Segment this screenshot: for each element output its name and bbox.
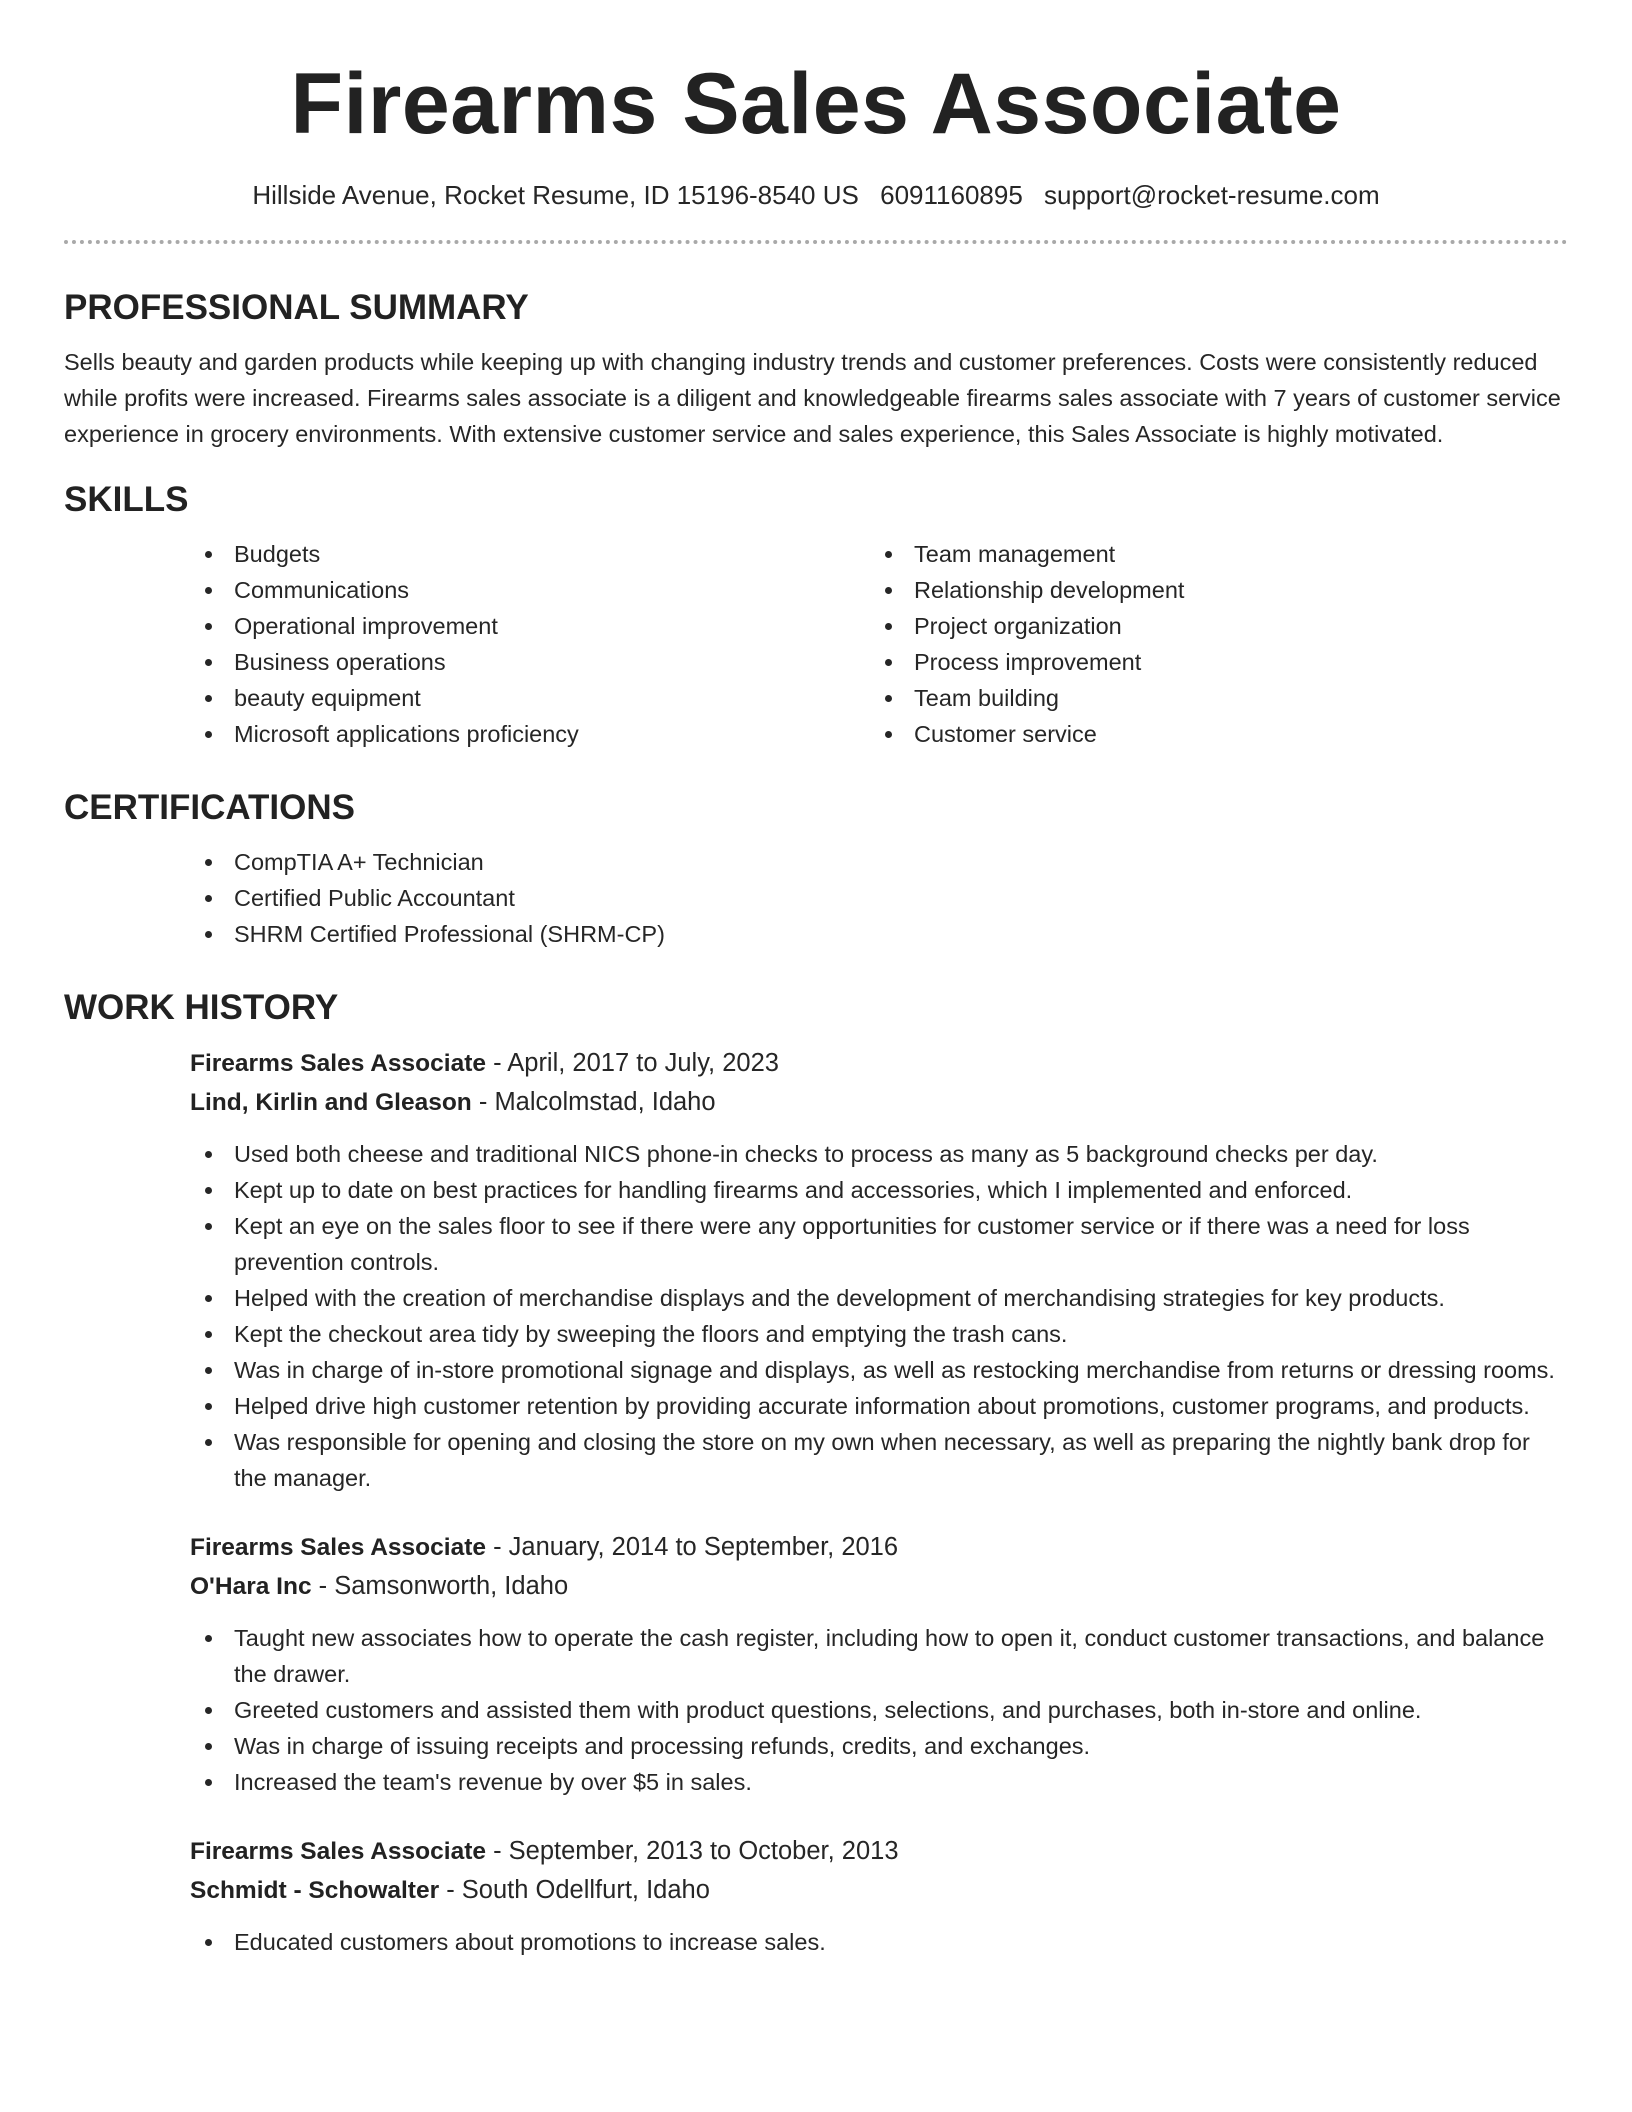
job-location: - Samsonworth, Idaho <box>311 1572 569 1600</box>
skills-grid <box>190 536 1568 752</box>
certifications-list <box>190 844 1568 952</box>
skill-item: Communications <box>190 572 870 608</box>
job-title-line <box>190 1832 1568 1871</box>
resume-page <box>64 0 1568 1960</box>
job-bullet: Helped drive high customer retention by providing accurate information about promotions, customer programs, and products. <box>190 1388 1568 1424</box>
job-entry <box>190 1528 1568 1800</box>
job-company: Lind, Kirlin and Gleason <box>190 1089 472 1116</box>
job-bullet: Educated customers about promotions to increase sales. <box>190 1924 1568 1960</box>
job-role: Firearms Sales Associate <box>190 1838 486 1865</box>
skill-item: Customer service <box>870 716 1550 752</box>
job-dates: - September, 2013 to October, 2013 <box>486 1837 899 1865</box>
job-company-line <box>190 1871 1568 1910</box>
contact-email: support@rocket-resume.com <box>1044 180 1380 210</box>
job-entry <box>190 1832 1568 1960</box>
header-divider <box>64 240 1568 244</box>
job-title-line <box>190 1528 1568 1567</box>
skill-item: Project organization <box>870 608 1550 644</box>
job-dates: - January, 2014 to September, 2016 <box>486 1533 899 1561</box>
summary-title: PROFESSIONAL SUMMARY <box>64 288 529 327</box>
job-bullet: Used both cheese and traditional NICS phone-in checks to process as many as 5 background checks per day. <box>190 1136 1568 1172</box>
job-bullet: Kept the checkout area tidy by sweeping the floors and emptying the trash cans. <box>190 1316 1568 1352</box>
job-company: Schmidt - Schowalter <box>190 1877 440 1904</box>
skill-item: Business operations <box>190 644 870 680</box>
job-role: Firearms Sales Associate <box>190 1534 486 1561</box>
work-history-title: WORK HISTORY <box>64 988 339 1027</box>
certification-item: SHRM Certified Professional (SHRM-CP) <box>190 916 1568 952</box>
job-location: - Malcolmstad, Idaho <box>471 1088 716 1116</box>
contact-address: Hillside Avenue, Rocket Resume, ID 15196-8540 US <box>252 180 859 210</box>
summary-text: Sells beauty and garden products while keeping up with changing industry trends and customer preferences. Costs were consistently reduced while profits were increased. Firearms sales associate is a diligent and knowledgeable firearms sales associate with 7 years of customer service experience in grocery environments. With extensive customer service and sales experience, this Sales Associate is highly motivated. <box>64 349 1561 447</box>
resume-name: Firearms Sales Associate <box>290 56 1342 152</box>
job-bullets <box>190 1136 1568 1496</box>
certifications-title: CERTIFICATIONS <box>64 788 356 827</box>
skill-item: Relationship development <box>870 572 1550 608</box>
skill-item: Process improvement <box>870 644 1550 680</box>
job-role: Firearms Sales Associate <box>190 1050 486 1077</box>
certification-item: CompTIA A+ Technician <box>190 844 1568 880</box>
skill-item: Budgets <box>190 536 870 572</box>
job-bullet: Kept an eye on the sales floor to see if there were any opportunities for customer service or if there was a need for loss prevention controls. <box>190 1208 1568 1280</box>
job-bullet: Was in charge of in-store promotional signage and displays, as well as restocking merchandise from returns or dressing rooms. <box>190 1352 1568 1388</box>
job-bullet: Helped with the creation of merchandise displays and the development of merchandising strategies for key products. <box>190 1280 1568 1316</box>
job-bullet: Was in charge of issuing receipts and processing refunds, credits, and exchanges. <box>190 1728 1568 1764</box>
skills-right-list <box>870 536 1550 752</box>
certification-item: Certified Public Accountant <box>190 880 1568 916</box>
job-bullets <box>190 1924 1568 1960</box>
job-company-line <box>190 1083 1568 1122</box>
job-company: O'Hara Inc <box>190 1573 312 1600</box>
skill-item: Team building <box>870 680 1550 716</box>
job-bullet: Greeted customers and assisted them with product questions, selections, and purchases, both in-store and online. <box>190 1692 1568 1728</box>
skills-title: SKILLS <box>64 480 189 519</box>
contact-phone: 6091160895 <box>880 180 1023 210</box>
job-bullets <box>190 1620 1568 1800</box>
job-bullet: Kept up to date on best practices for handling firearms and accessories, which I implemented and enforced. <box>190 1172 1568 1208</box>
job-bullet: Taught new associates how to operate the cash register, including how to open it, conduct customer transactions, and balance the drawer. <box>190 1620 1568 1692</box>
job-bullet: Increased the team's revenue by over $5 in sales. <box>190 1764 1568 1800</box>
job-dates: - April, 2017 to July, 2023 <box>486 1049 779 1077</box>
skill-item: Microsoft applications proficiency <box>190 716 870 752</box>
contact-line <box>64 178 1568 212</box>
job-entry <box>190 1044 1568 1496</box>
skills-left-list <box>190 536 870 752</box>
skill-item: beauty equipment <box>190 680 870 716</box>
job-company-line <box>190 1567 1568 1606</box>
job-bullet: Was responsible for opening and closing the store on my own when necessary, as well as preparing the nightly bank drop for the manager. <box>190 1424 1568 1496</box>
job-location: - South Odellfurt, Idaho <box>439 1876 710 1904</box>
job-title-line <box>190 1044 1568 1083</box>
skill-item: Team management <box>870 536 1550 572</box>
skill-item: Operational improvement <box>190 608 870 644</box>
